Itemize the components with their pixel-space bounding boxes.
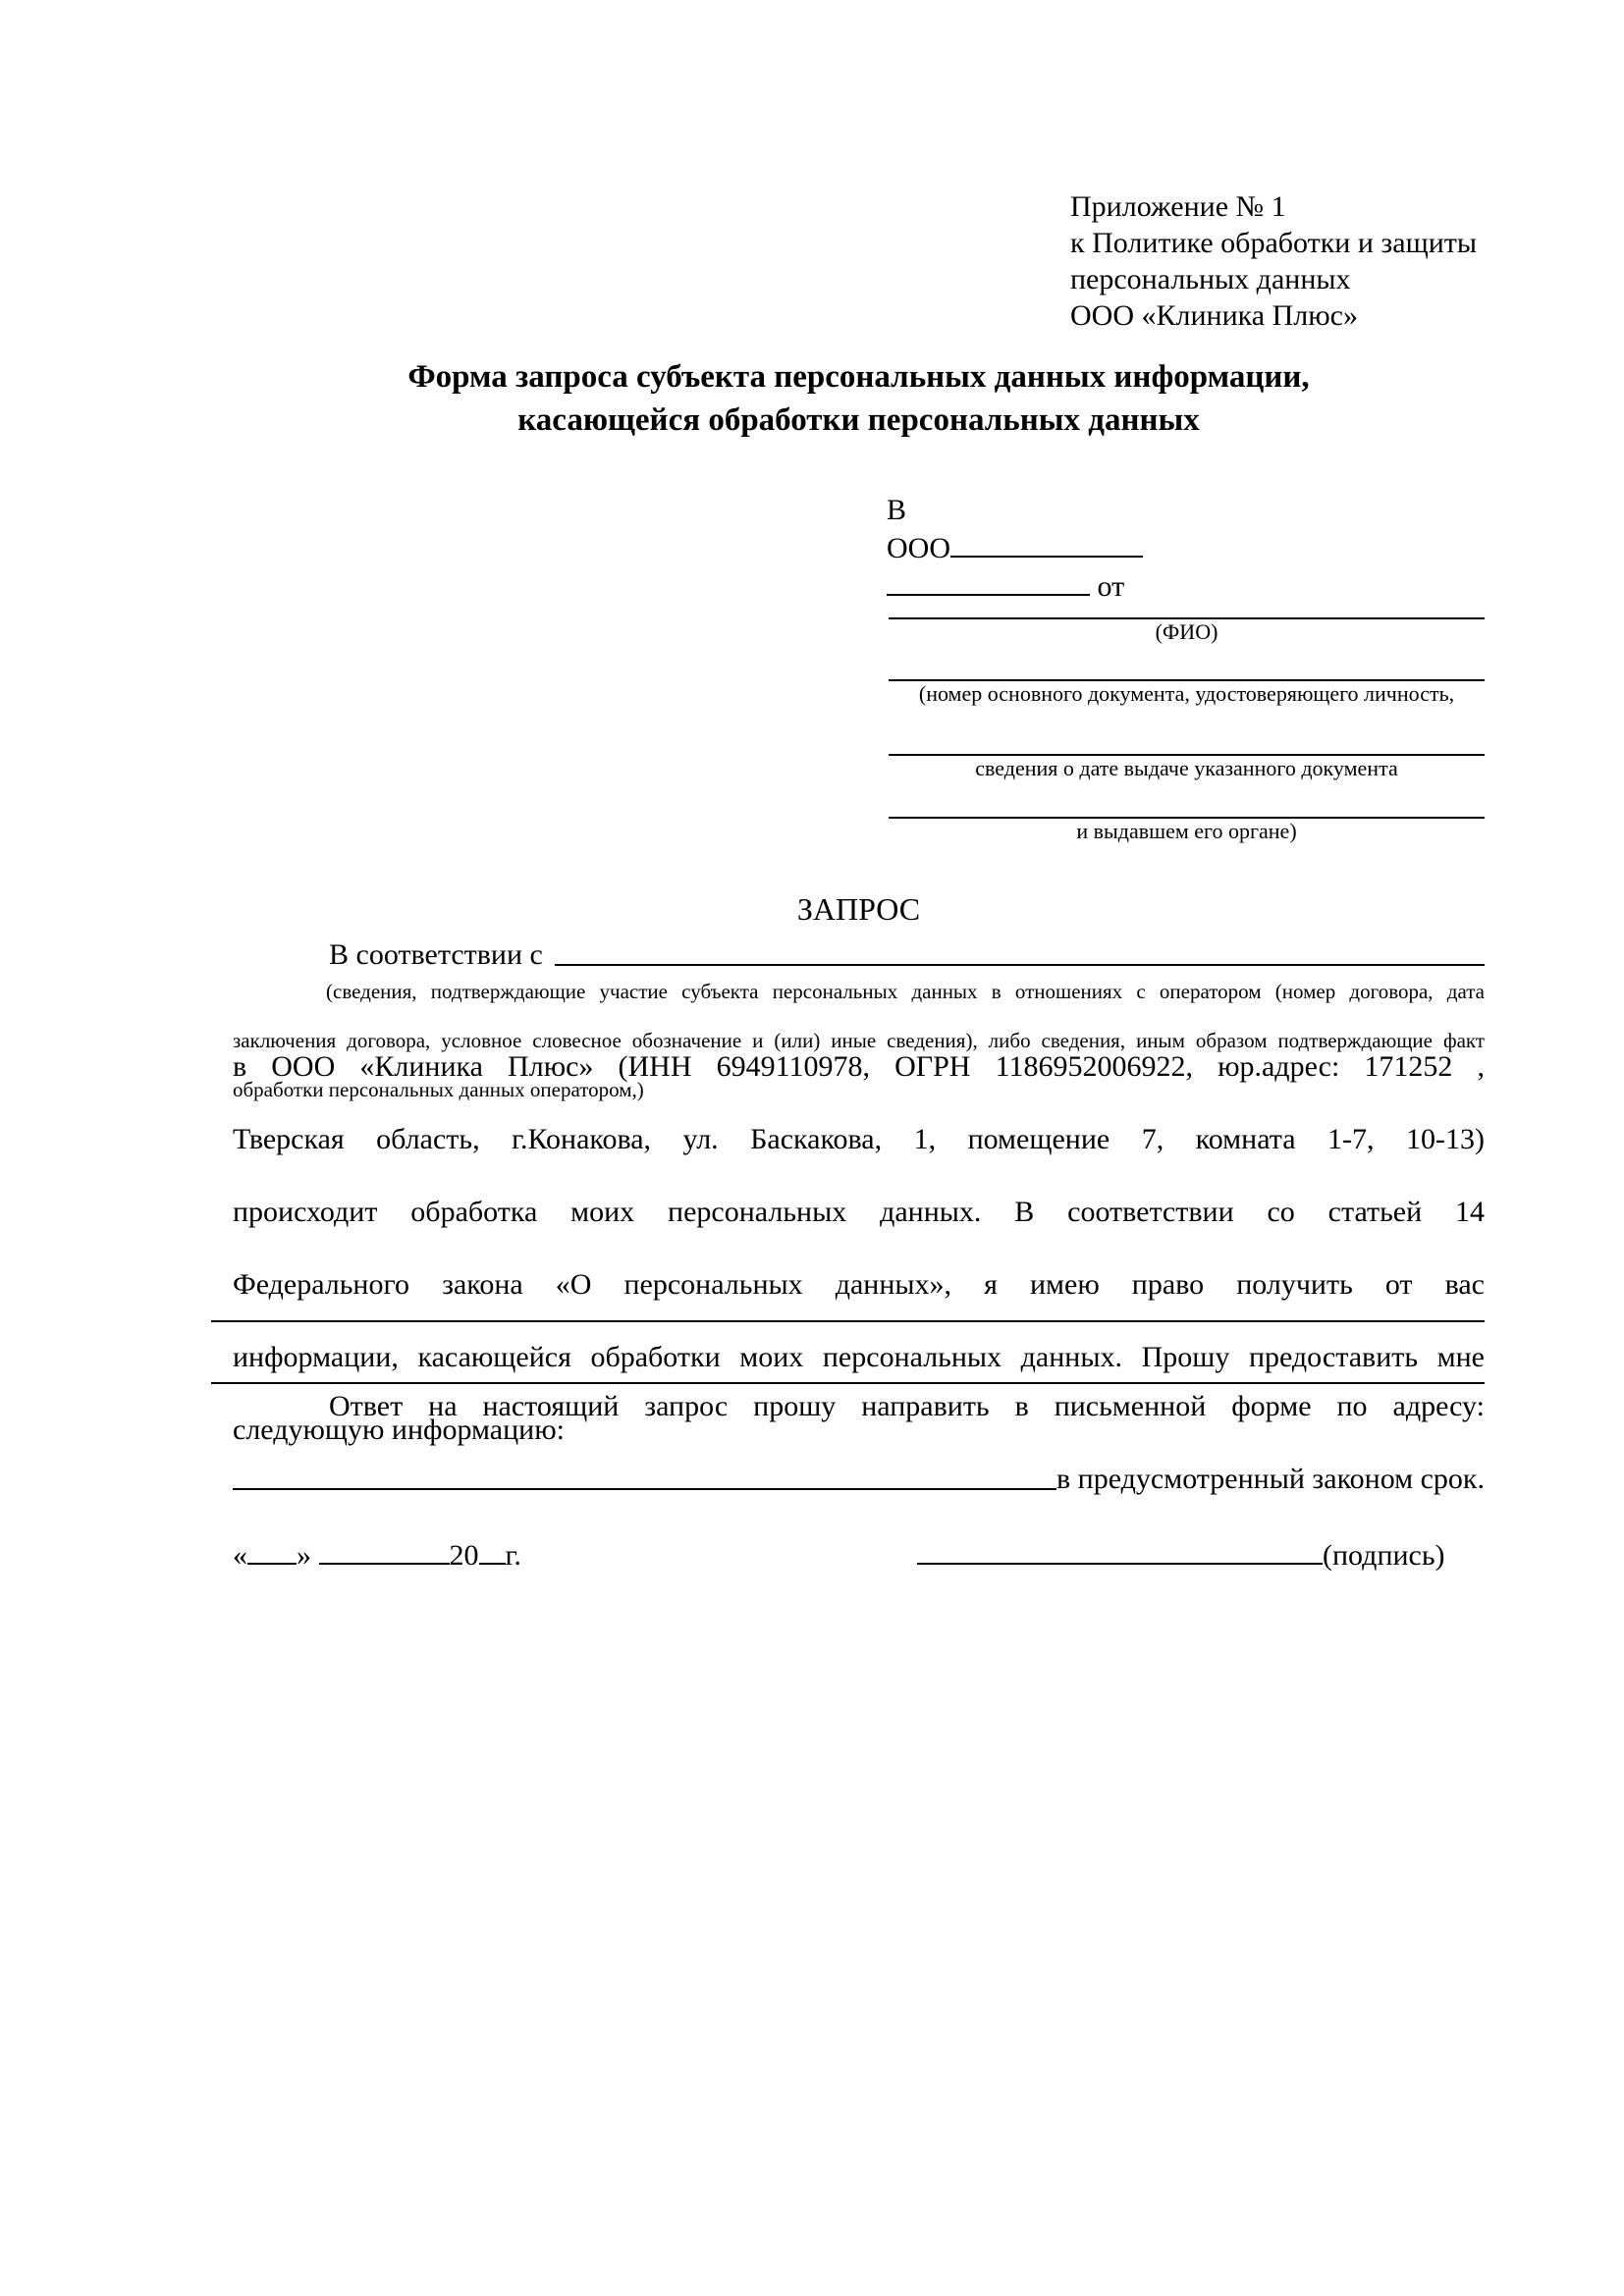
info-field-line-2[interactable]: [211, 1382, 1485, 1384]
appendix-note: [1070, 188, 1522, 334]
doc-date-field: [889, 754, 1485, 781]
reply-paragraph: [233, 1388, 1485, 1497]
date-day-field-line[interactable]: [247, 1563, 297, 1565]
date-close-quote: »: [297, 1539, 311, 1572]
date-year-suffix: г.: [505, 1539, 521, 1572]
org-name-field-line[interactable]: [950, 556, 1143, 558]
document-title-line2: касающейся обработки персональных данных: [517, 402, 1200, 438]
body-line: информации, касающейся обработки моих персональных данных. Прошу предоставить мне: [233, 1341, 1485, 1373]
intro-prefix: В соответствии с: [329, 938, 543, 971]
explanatory-note-line: обработки персональных данных оператором,): [233, 1078, 644, 1101]
basis-field-line[interactable]: [555, 936, 1485, 966]
date-row: [233, 1537, 521, 1574]
address-field-line[interactable]: [233, 1461, 1056, 1490]
date-year-field-line[interactable]: [479, 1563, 506, 1565]
reply-address-row: [233, 1461, 1485, 1497]
appendix-note-line: Приложение № 1: [1070, 190, 1286, 223]
explanatory-note-line: заключения договора, условное словесное обозначение и (или) иные сведения), либо сведения, иным образом подтверждающие факт: [233, 1029, 1485, 1052]
appendix-note-line: персональных данных: [1070, 263, 1351, 295]
addressee-block: [887, 491, 1143, 606]
date-year-prefix: 20: [449, 1539, 479, 1572]
addressee-to-label: В: [887, 494, 907, 526]
reply-line: Ответ на настоящий запрос прошу направить в письменной форме по адресу:: [329, 1390, 1485, 1422]
signature-caption: (подпись): [1323, 1539, 1445, 1572]
body-line: Тверская область, г.Конакова, ул. Баскакова, 1, помещение 7, комната 1-7, 10-13): [233, 1123, 1485, 1155]
reply-suffix: в предусмотренный законом срок.: [1056, 1463, 1485, 1495]
doc-number-caption: (номер основного документа, удостоверяющего личность,: [918, 681, 1455, 706]
body-line: происходит обработка моих персональных данных. В соответствии со статьей 14: [233, 1196, 1485, 1228]
doc-number-field: [889, 679, 1485, 707]
intro-line: [233, 936, 1485, 973]
doc-date-caption: сведения о дате выдаче указанного документа: [975, 756, 1398, 780]
org-name-field-line2[interactable]: [887, 594, 1090, 596]
doc-issuer-field: [889, 817, 1485, 844]
info-field-line-1[interactable]: [211, 1320, 1485, 1322]
fio-caption: (ФИО): [1155, 619, 1218, 644]
fio-field: [889, 617, 1485, 645]
body-line: Федерального закона «О персональных данных», я имею право получить от вас: [233, 1268, 1485, 1301]
addressee-from-line: [887, 567, 1143, 606]
appendix-note-line: ООО «Клиника Плюс»: [1070, 299, 1358, 332]
body-line: следующую информацию:: [233, 1414, 565, 1446]
explanatory-note-line: (сведения, подтверждающие участие субъекта персональных данных в отношениях с оператором (номер договора, дата: [326, 980, 1485, 1003]
date-open-quote: «: [233, 1539, 247, 1572]
document-title: [233, 355, 1485, 442]
appendix-note-line: к Политике обработки и защиты: [1070, 227, 1478, 259]
request-heading: ЗАПРОС: [796, 891, 921, 927]
signature-field-line[interactable]: [917, 1563, 1323, 1565]
date-month-field-line[interactable]: [319, 1563, 450, 1565]
document-title-line1: Форма запроса субъекта персональных данных информации,: [407, 359, 1310, 395]
addressee-org-line: [887, 529, 1143, 567]
signature-row: [917, 1537, 1445, 1574]
doc-issuer-caption: и выдавшем его органе): [1076, 819, 1297, 843]
from-label: от: [1097, 570, 1125, 603]
org-prefix: ООО: [887, 532, 950, 564]
body-line: в ООО «Клиника Плюс» (ИНН 6949110978, ОГРН 1186952006922, юр.адрес: 171252 ,: [233, 1050, 1485, 1083]
